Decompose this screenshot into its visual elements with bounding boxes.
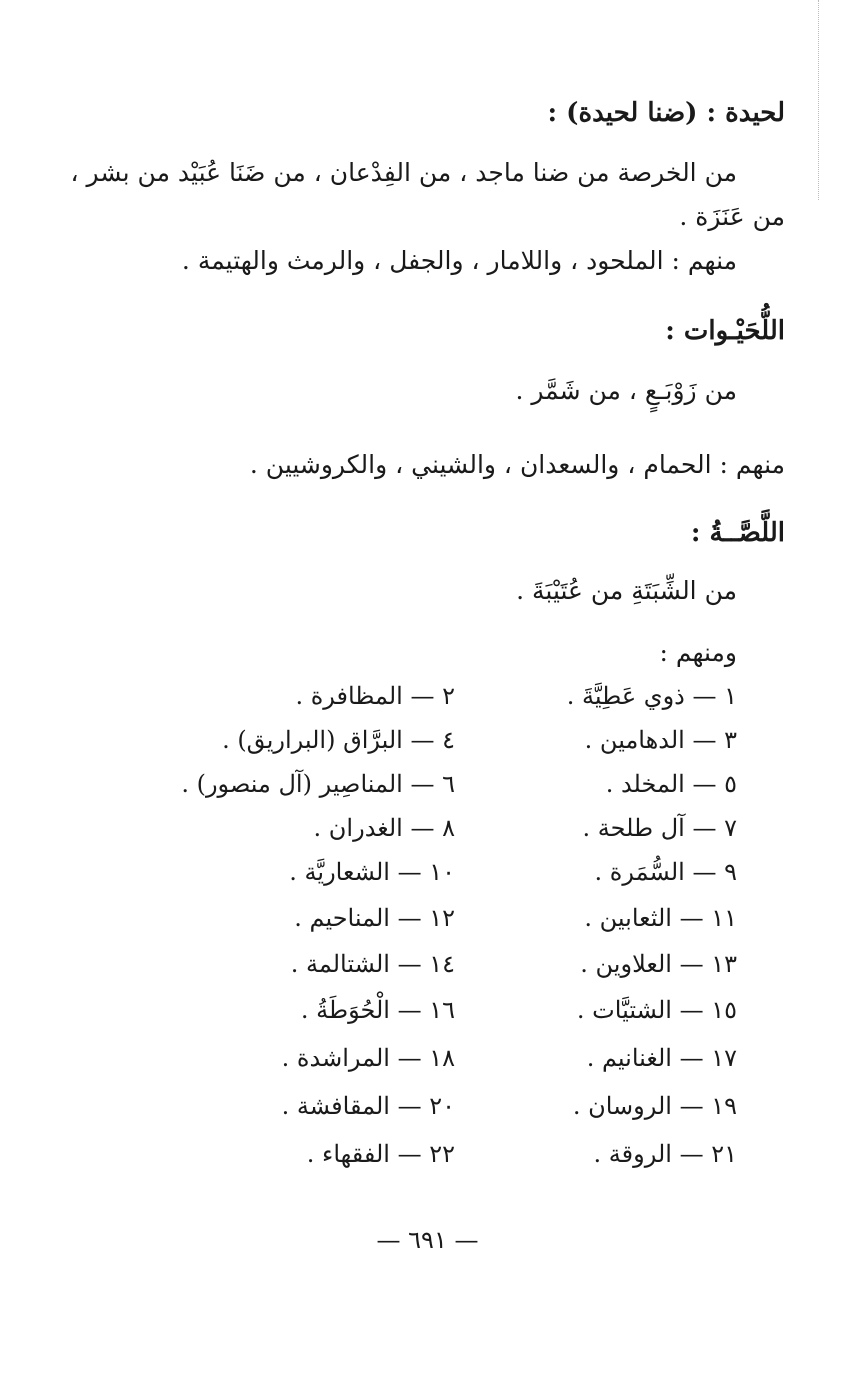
paragraph-line: ومنهم : (659, 638, 737, 667)
paragraph-line: منهم : الحمام ، والسعدان ، والشيني ، والكروشيين . (249, 450, 785, 479)
list-item: ٣ — الدهامين . (584, 726, 737, 754)
paragraph-line: من عَنَزَة . (679, 202, 785, 231)
list-item: ١٩ — الروسان . (572, 1092, 737, 1120)
list-item: ١٦ — الْحُوَطَةُ . (300, 996, 455, 1024)
page-edge-line (817, 0, 819, 200)
list-item: ٥ — المخلد . (605, 770, 737, 798)
list-item: ٩ — السُّمَرة . (594, 858, 737, 886)
list-item: ١١ — الثعابين . (584, 904, 737, 932)
section-heading-hayda: لحيدة : (ضنا لحيدة) : (547, 98, 785, 128)
list-item: ١٤ — الشتالمة . (290, 950, 455, 978)
list-item: ٢٠ — المقافشة . (281, 1092, 455, 1120)
paragraph-line: من الخرصة من ضنا ماجد ، من الفِدْعان ، من ضَنَا عُبَيْد من بشر ، (70, 158, 737, 187)
section-heading-lassa: اللَّصَّــةُ : (690, 518, 785, 548)
list-item: ١٢ — المناحيم . (294, 904, 455, 932)
section-heading-lhaywat: اللُّحَيْـوات : (665, 316, 785, 346)
list-item: ١٣ — العلاوين . (580, 950, 737, 978)
paragraph-line: منهم : الملحود ، واللامار ، والجفل ، والرمث والهتيمة . (181, 246, 737, 275)
paragraph-line: من الشِّبَتَةِ من عُتَيْبَةَ . (516, 576, 737, 605)
list-item: ١٥ — الشتيَّات . (576, 996, 737, 1024)
list-item: ١٧ — الغنانيم . (586, 1044, 737, 1072)
list-item: ٢١ — الروقة . (593, 1140, 737, 1168)
list-item: ٦ — المناصِير (آل منصور) . (181, 770, 455, 798)
paragraph-line: من زَوْبَـعٍ ، من شَمَّر . (515, 376, 737, 405)
list-item: ١٨ — المراشدة . (281, 1044, 455, 1072)
list-item: ٨ — الغدران . (313, 814, 455, 842)
list-item: ٢٢ — الفقهاء . (306, 1140, 455, 1168)
list-item: ٧ — آل طلحة . (582, 814, 737, 842)
list-item: ٤ — البرَّاق (البراريق) . (222, 726, 455, 754)
list-item: ١ — ذوي عَطِيَّةَ . (566, 682, 737, 710)
list-item: ٢ — المظافرة . (295, 682, 455, 710)
list-item: ١٠ — الشعاريَّة . (289, 858, 455, 886)
page-number: — ٦٩١ — (376, 1226, 479, 1254)
